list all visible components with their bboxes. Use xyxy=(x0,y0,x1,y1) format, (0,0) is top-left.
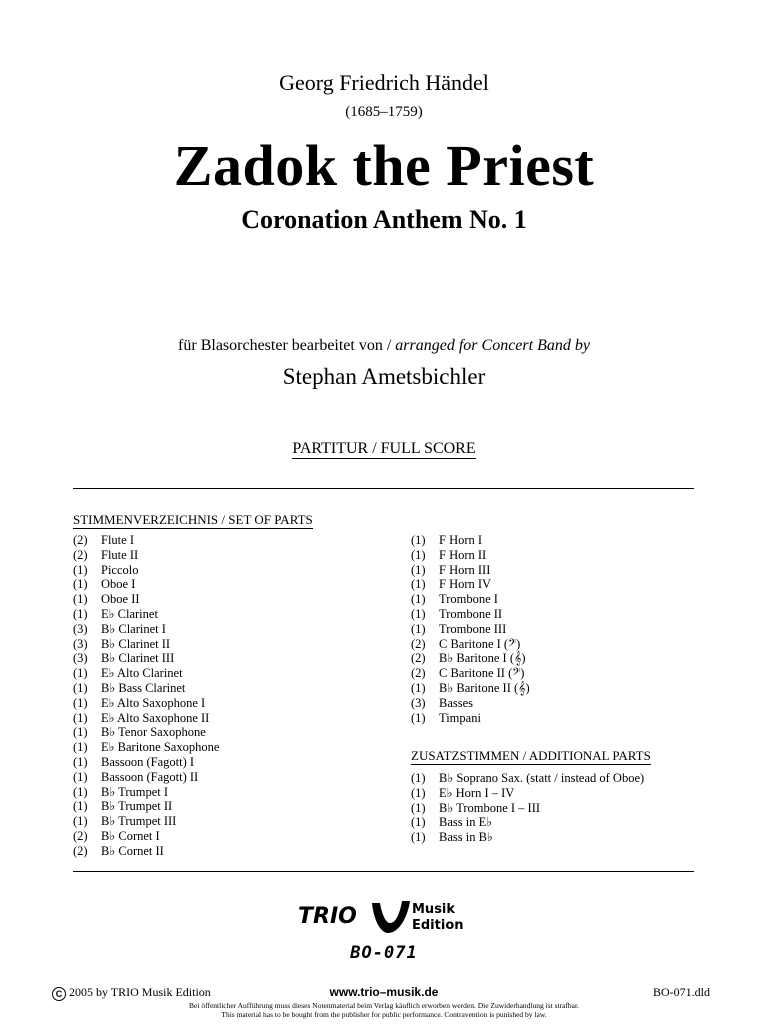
part-count: (2) xyxy=(73,843,88,858)
part-count: (1) xyxy=(73,725,88,740)
list-item xyxy=(411,592,530,607)
part-name: F Horn II xyxy=(439,547,487,562)
list-item xyxy=(411,681,530,696)
part-count: (1) xyxy=(73,740,88,755)
part-count: (1) xyxy=(411,547,426,562)
part-count: (3) xyxy=(73,636,88,651)
composer-dates: (1685–1759) xyxy=(345,104,423,120)
part-count: (2) xyxy=(73,828,88,843)
arranger-name: Stephan Ametsbichler xyxy=(282,364,486,389)
logo-text-edition: Edition xyxy=(412,918,464,933)
part-name: Flute I xyxy=(101,533,134,547)
list-item xyxy=(411,637,530,652)
part-name: B♭ Clarinet II xyxy=(101,636,171,651)
part-name: B♭ Bass Clarinet xyxy=(101,680,186,695)
part-name: E♭ Horn I – IV xyxy=(439,785,515,800)
list-item xyxy=(411,786,644,801)
part-name: B♭ Baritone II (𝄞) xyxy=(439,680,530,695)
part-name: Flute II xyxy=(101,547,139,562)
list-item xyxy=(73,681,219,696)
arrangement-label-de: für Blasorchester bearbeitet von / xyxy=(178,337,396,354)
arrangement-line xyxy=(0,337,768,355)
score-label-text: PARTITUR / FULL SCORE xyxy=(292,440,476,457)
file-code: BO-071.dld xyxy=(653,985,710,999)
parts-heading: STIMMENVERZEICHNIS / SET OF PARTS xyxy=(73,512,313,527)
part-count: (1) xyxy=(411,710,426,725)
part-name: F Horn IV xyxy=(439,577,492,592)
part-name: Bass in B♭ xyxy=(439,830,493,845)
list-item xyxy=(73,829,219,844)
part-name: F Horn III xyxy=(439,562,491,577)
list-item xyxy=(73,666,219,681)
list-item xyxy=(73,696,219,711)
part-count: (1) xyxy=(73,784,88,799)
part-count: (1) xyxy=(411,830,426,845)
part-name: Timpani xyxy=(439,710,481,725)
list-item xyxy=(73,548,219,563)
list-item xyxy=(411,533,530,548)
part-name: Oboe I xyxy=(101,577,136,592)
part-count: (1) xyxy=(411,562,426,577)
trio-musik-edition-logo xyxy=(290,893,490,941)
part-count: (1) xyxy=(411,771,426,785)
list-item xyxy=(73,740,219,755)
list-item xyxy=(411,771,644,786)
part-count: (1) xyxy=(411,680,426,695)
list-item xyxy=(411,711,530,726)
part-name: E♭ Alto Saxophone II xyxy=(101,710,210,725)
part-count: (1) xyxy=(411,785,426,800)
part-count: (1) xyxy=(411,592,426,607)
part-name: Bassoon (Fagott) II xyxy=(101,769,199,784)
logo-emblem xyxy=(372,901,410,933)
list-item xyxy=(73,814,219,829)
logo-text-trio: TRIO xyxy=(298,904,357,929)
legal-note-de: Bei öffentlicher Aufführung muss dieses Notenmaterial beim Verlag käuflich erworben werden. Die Zuwiderhandlung ist strafbar. xyxy=(189,1001,579,1010)
parts-list-right xyxy=(411,533,530,725)
part-name: Bassoon (Fagott) I xyxy=(101,754,195,769)
publisher-url[interactable]: www.trio–musik.de xyxy=(329,985,439,999)
part-name: E♭ Clarinet xyxy=(101,606,158,621)
page-subtitle: Coronation Anthem No. 1 xyxy=(241,205,527,234)
list-item xyxy=(411,696,530,711)
part-count: (3) xyxy=(73,621,88,636)
list-item xyxy=(411,577,530,592)
part-count: (2) xyxy=(411,666,426,681)
list-item xyxy=(73,592,219,607)
list-item xyxy=(73,711,219,726)
logo-text-musik: Musik xyxy=(412,902,456,917)
list-item xyxy=(73,533,219,548)
part-count: (2) xyxy=(73,547,88,562)
part-name: E♭ Alto Saxophone I xyxy=(101,695,206,710)
list-item xyxy=(73,577,219,592)
list-item xyxy=(411,815,644,830)
list-item xyxy=(73,651,219,666)
additional-parts-list xyxy=(411,771,644,845)
part-name: E♭ Alto Clarinet xyxy=(101,666,183,681)
part-name: Basses xyxy=(439,695,474,710)
list-item xyxy=(73,770,219,785)
part-count: (1) xyxy=(73,592,88,607)
part-name: B♭ Tenor Saxophone xyxy=(101,725,206,740)
part-name: C Baritone II (𝄢) xyxy=(439,666,525,681)
part-count: (1) xyxy=(73,562,88,577)
part-count: (1) xyxy=(411,533,426,547)
list-item xyxy=(73,755,219,770)
list-item xyxy=(411,563,530,578)
part-count: (1) xyxy=(73,814,88,829)
part-name: Oboe II xyxy=(101,592,140,607)
part-name: B♭ Baritone I (𝄞) xyxy=(439,651,526,666)
part-name: B♭ Trombone I – III xyxy=(439,800,541,815)
part-count: (1) xyxy=(73,754,88,769)
list-item xyxy=(411,607,530,622)
list-item xyxy=(73,622,219,637)
part-name: E♭ Baritone Saxophone xyxy=(101,740,220,755)
part-name: Bass in E♭ xyxy=(439,815,493,830)
list-item xyxy=(411,622,530,637)
list-item xyxy=(411,548,530,563)
composer-name: Georg Friedrich Händel xyxy=(279,70,489,95)
part-count: (1) xyxy=(73,680,88,695)
part-count: (1) xyxy=(73,695,88,710)
list-item xyxy=(411,666,530,681)
list-item xyxy=(73,844,219,859)
part-count: (1) xyxy=(411,815,426,830)
list-item xyxy=(73,563,219,578)
list-item xyxy=(411,801,644,816)
part-name: Trombone I xyxy=(439,592,498,607)
copyright-icon: C xyxy=(52,987,66,1001)
arrangement-label-en: arranged for Concert Band by xyxy=(395,337,590,354)
part-count: (3) xyxy=(73,651,88,666)
part-count: (1) xyxy=(73,799,88,814)
part-count: (2) xyxy=(411,651,426,666)
copyright-text: 2005 by TRIO Musik Edition xyxy=(69,985,211,999)
part-name: F Horn I xyxy=(439,533,483,547)
list-item xyxy=(73,607,219,622)
part-count: (1) xyxy=(73,769,88,784)
list-item xyxy=(73,785,219,800)
part-name: Trombone III xyxy=(439,621,507,636)
part-name: Piccolo xyxy=(101,562,139,577)
additional-parts-heading: ZUSATZSTIMMEN / ADDITIONAL PARTS xyxy=(411,748,651,763)
catalog-code: BO-071 xyxy=(350,943,418,963)
part-count: (1) xyxy=(73,666,88,681)
part-count: (1) xyxy=(73,710,88,725)
part-name: C Baritone I (𝄢) xyxy=(439,636,521,651)
part-count: (1) xyxy=(73,577,88,592)
list-item xyxy=(411,830,644,845)
part-name: Trombone II xyxy=(439,606,503,621)
part-name: B♭ Clarinet I xyxy=(101,621,166,636)
part-count: (1) xyxy=(411,800,426,815)
part-name: B♭ Cornet I xyxy=(101,828,160,843)
part-count: (1) xyxy=(411,577,426,592)
score-label xyxy=(0,440,768,458)
part-name: B♭ Clarinet III xyxy=(101,651,175,666)
top-divider xyxy=(73,488,694,489)
part-count: (2) xyxy=(411,636,426,651)
part-name: B♭ Cornet II xyxy=(101,843,164,858)
part-count: (1) xyxy=(73,606,88,621)
page-title: Zadok the Priest xyxy=(173,133,595,198)
bottom-divider xyxy=(73,871,694,872)
list-item xyxy=(73,799,219,814)
part-name: B♭ Trumpet II xyxy=(101,799,173,814)
list-item xyxy=(73,637,219,652)
legal-note-en: This material has to be bought from the publisher for public performance. Contravention is punished by law. xyxy=(221,1010,547,1019)
part-name: B♭ Trumpet III xyxy=(101,814,177,829)
list-item xyxy=(73,725,219,740)
part-count: (3) xyxy=(411,695,426,710)
part-count: (1) xyxy=(411,606,426,621)
part-name: B♭ Trumpet I xyxy=(101,784,169,799)
part-count: (2) xyxy=(73,533,88,547)
parts-list-left xyxy=(73,533,219,859)
part-count: (1) xyxy=(411,621,426,636)
list-item xyxy=(411,651,530,666)
part-name: B♭ Soprano Sax. (statt / instead of Oboe) xyxy=(439,771,645,785)
